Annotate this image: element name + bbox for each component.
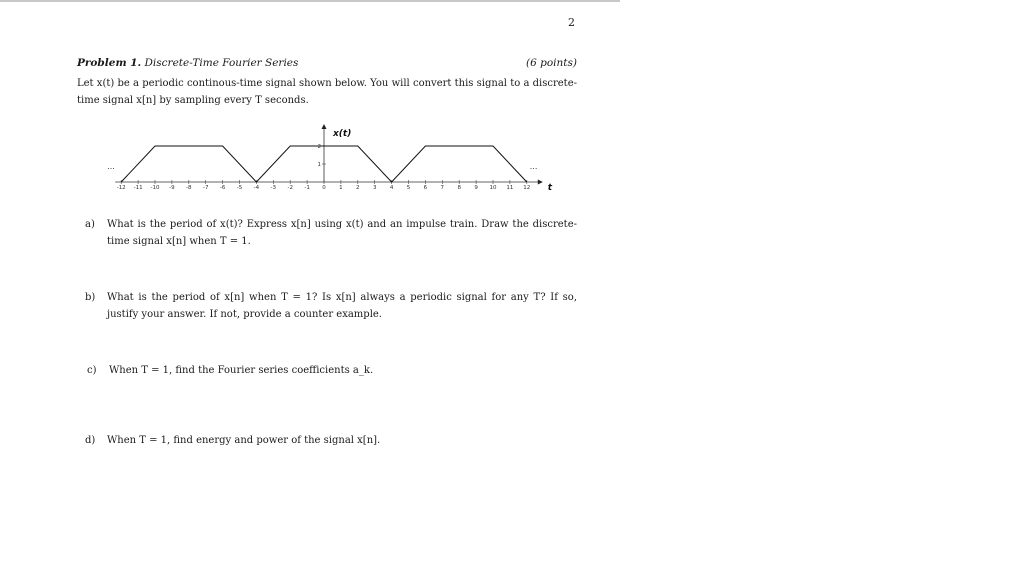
x-tick-label: -1	[304, 185, 310, 191]
question-text: What is the period of x[n] when T = 1? Is x[n] always a periodic signal for any T? If so, justify your answer. If not, provide a counter example.	[107, 292, 577, 320]
x-tick-label: 11	[506, 185, 514, 191]
x-tick-label: -12	[116, 185, 126, 191]
x-tick-label: -4	[253, 185, 260, 191]
x-tick-label: 2	[356, 185, 360, 191]
x-tick-label: 12	[523, 185, 531, 191]
problem-label: Problem 1.	[77, 57, 142, 69]
question-text: When T = 1, find the Fourier series coefficients a_k.	[109, 365, 374, 376]
x-tick-label: 8	[457, 185, 461, 191]
question-c	[87, 362, 577, 379]
x-tick-label: 10	[489, 185, 497, 191]
question-text: What is the period of x(t)? Express x[n] using x(t) and an impulse train. Draw the discrete-time signal x[n] when T = 1.	[107, 219, 577, 247]
y-tick-label: 1	[317, 162, 321, 168]
question-letter: b)	[85, 292, 96, 303]
question-letter: d)	[85, 435, 96, 446]
x-tick-label: -11	[133, 185, 143, 191]
y-axis-arrow	[322, 124, 327, 129]
problem-intro: Let x(t) be a periodic continous-time signal shown below. You will convert this signal to a discrete-time signal x[n] by sampling every T seconds.	[77, 78, 577, 106]
x-tick-label: 3	[372, 185, 377, 191]
problem-points: (6 points)	[526, 57, 577, 69]
y-tick-label: 2	[317, 144, 321, 150]
x-tick-label: -3	[270, 185, 277, 191]
question-a	[85, 216, 577, 250]
question-b	[85, 289, 577, 323]
ellipsis-left: ...	[107, 162, 115, 171]
x-tick-label: -5	[236, 185, 243, 191]
signal-figure	[100, 120, 560, 200]
question-letter: c)	[87, 365, 97, 376]
x-tick-label: 1	[339, 185, 343, 191]
y-axis-label: x(t)	[333, 129, 352, 139]
question-d	[85, 432, 577, 449]
x-tick-label: 7	[440, 185, 445, 191]
x-tick-label: -10	[150, 185, 160, 191]
page-number: 2	[568, 16, 575, 29]
x-tick-label: 4	[389, 185, 394, 191]
ellipsis-right: ...	[529, 162, 538, 171]
x-tick-label: 0	[322, 185, 326, 191]
problem-title: Discrete-Time Fourier Series	[144, 57, 299, 69]
x-axis-arrow	[538, 180, 543, 185]
x-axis-label: t	[547, 183, 553, 193]
question-letter: a)	[85, 219, 95, 230]
question-text: When T = 1, find energy and power of the signal x[n].	[107, 435, 381, 446]
x-tick-label: -6	[219, 185, 226, 191]
x-tick-label: -8	[186, 185, 192, 191]
x-tick-label: -2	[287, 185, 293, 191]
x-tick-label: -9	[169, 185, 175, 191]
x-tick-label: 6	[423, 185, 428, 191]
x-tick-label: 5	[406, 185, 411, 191]
x-tick-label: 9	[474, 185, 478, 191]
problem-header	[77, 57, 577, 69]
x-tick-label: -7	[202, 185, 209, 191]
